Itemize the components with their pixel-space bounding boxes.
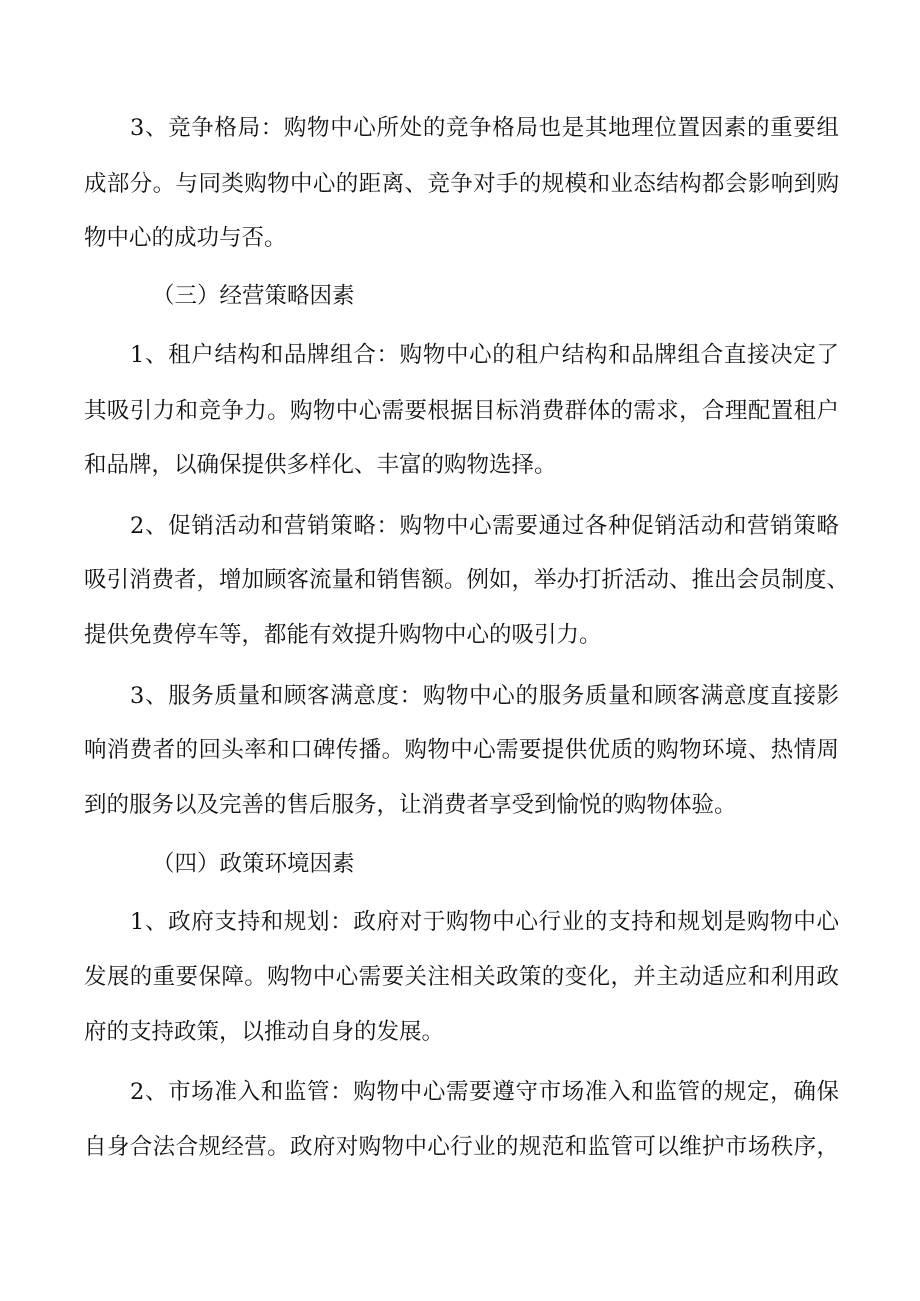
competition-paragraph-line-3: 物中心的成功与否。	[84, 225, 287, 251]
government-paragraph-line-2: 发展的重要保障。购物中心需要关注相关政策的变化，并主动适应和利用政	[84, 964, 839, 990]
section-heading-business-strategy: （三）经营策略因素	[152, 283, 355, 309]
section-heading-policy-environment: （四）政策环境因素	[152, 851, 355, 877]
government-paragraph-line-3: 府的支持政策，以推动自身的发展。	[84, 1019, 445, 1045]
tenant-paragraph-line-1: 1、租户结构和品牌组合：购物中心的租户结构和品牌组合直接决定了	[130, 342, 839, 368]
promotion-paragraph-line-3: 提供免费停车等，都能有效提升购物中心的吸引力。	[84, 622, 602, 648]
tenant-paragraph-line-2: 其吸引力和竞争力。购物中心需要根据目标消费群体的需求，合理配置租户	[84, 398, 839, 424]
government-paragraph-line-1: 1、政府支持和规划：政府对于购物中心行业的支持和规划是购物中心	[130, 909, 839, 935]
market-access-paragraph-line-1: 2、市场准入和监管：购物中心需要遵守市场准入和监管的规定，确保	[130, 1079, 839, 1105]
service-paragraph-line-1: 3、服务质量和顾客满意度：购物中心的服务质量和顾客满意度直接影	[130, 683, 839, 709]
tenant-paragraph-line-3: 和品牌，以确保提供多样化、丰富的购物选择。	[84, 452, 557, 478]
competition-paragraph-line-1: 3、竞争格局：购物中心所处的竞争格局也是其地理位置因素的重要组	[130, 115, 839, 141]
competition-paragraph-line-2: 成部分。与同类购物中心的距离、竞争对手的规模和业态结构都会影响到购	[84, 171, 839, 197]
promotion-paragraph-line-2: 吸引消费者，增加顾客流量和销售额。例如，举办打折活动、推出会员制度、	[84, 567, 850, 593]
service-paragraph-line-3: 到的服务以及完善的售后服务，让消费者享受到愉悦的购物体验。	[84, 792, 737, 818]
market-access-paragraph-line-2: 自身合法合规经营。政府对购物中心行业的规范和监管可以维护市场秩序，	[84, 1134, 839, 1160]
service-paragraph-line-2: 响消费者的回头率和口碑传播。购物中心需要提供优质的购物环境、热情周	[84, 737, 839, 763]
promotion-paragraph-line-1: 2、促销活动和营销策略：购物中心需要通过各种促销活动和营销策略	[130, 513, 839, 539]
